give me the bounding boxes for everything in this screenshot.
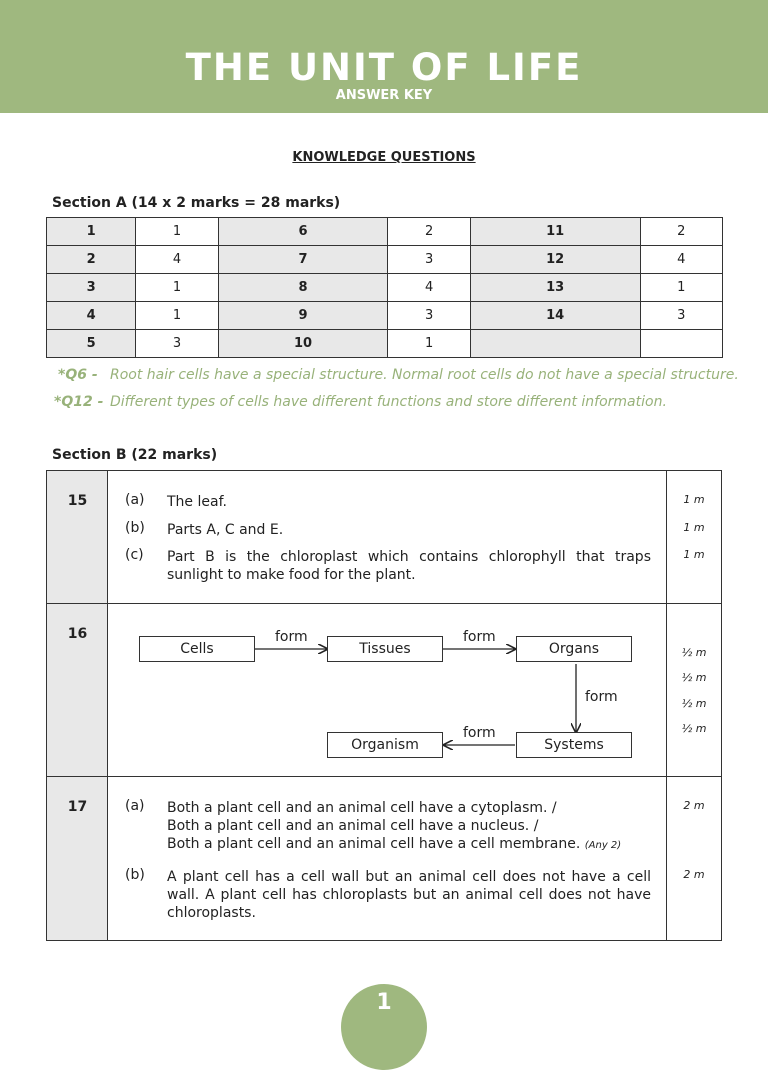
box-tissues: Tissues bbox=[327, 636, 443, 662]
any-two-note: (Any 2) bbox=[584, 840, 622, 851]
question-number: 16 bbox=[67, 626, 88, 642]
question-number-cell: 6 bbox=[218, 218, 388, 246]
part-label: (b) bbox=[125, 867, 145, 883]
answer-cell bbox=[640, 330, 722, 358]
section-a-title: Section A (14 x 2 marks = 28 marks) bbox=[52, 195, 341, 211]
question-number-cell: 5 bbox=[47, 330, 136, 358]
answer-cell: 3 bbox=[388, 246, 470, 274]
note-q12 bbox=[54, 394, 667, 410]
form-label: form bbox=[275, 629, 308, 645]
answer-table-row bbox=[47, 218, 723, 246]
answer-cell: 1 bbox=[388, 330, 470, 358]
mark: ½ m bbox=[681, 671, 707, 684]
part-label: (b) bbox=[125, 520, 145, 536]
knowledge-questions-heading: KNOWLEDGE QUESTIONS bbox=[292, 150, 476, 165]
answer-line: Both a plant cell and an animal cell have a nucleus. / bbox=[167, 818, 539, 834]
mark: ½ m bbox=[681, 722, 707, 735]
note-text: Root hair cells have a special structure. Normal root cells do not have a special structure. bbox=[110, 367, 739, 383]
question-number-cell bbox=[47, 777, 108, 940]
answer-text: Part B is the chloroplast which contains chlorophyll that traps sunlight to make food for the plant. bbox=[167, 549, 651, 583]
answer-table-row bbox=[47, 274, 723, 302]
box-organs: Organs bbox=[516, 636, 632, 662]
question-15-row bbox=[46, 470, 722, 604]
form-label: form bbox=[463, 629, 496, 645]
question-number-cell: 12 bbox=[470, 246, 640, 274]
mark: ½ m bbox=[681, 697, 707, 710]
answer-line-text: Both a plant cell and an animal cell have a cell membrane. bbox=[167, 836, 581, 852]
part-label: (a) bbox=[125, 492, 145, 508]
question-number-cell: 10 bbox=[218, 330, 388, 358]
question-16-row bbox=[46, 603, 722, 777]
answer-cell: 3 bbox=[640, 302, 722, 330]
answer-text: The leaf. bbox=[167, 494, 227, 510]
answer-cell: 2 bbox=[388, 218, 470, 246]
answer-text: Parts A, C and E. bbox=[167, 522, 284, 538]
answer-cell: 1 bbox=[640, 274, 722, 302]
marks-cell bbox=[666, 604, 721, 776]
question-number: 17 bbox=[67, 799, 88, 815]
answer-cell: 1 bbox=[136, 218, 218, 246]
box-systems: Systems bbox=[516, 732, 632, 758]
mark: 1 m bbox=[683, 521, 705, 534]
note-label: *Q6 - bbox=[58, 367, 98, 383]
question-number-cell: 4 bbox=[47, 302, 136, 330]
page-title: THE UNIT OF LIFE bbox=[185, 46, 583, 89]
question-number-cell bbox=[470, 330, 640, 358]
form-label: form bbox=[463, 725, 496, 741]
answer-table-row bbox=[47, 246, 723, 274]
question-number-cell: 7 bbox=[218, 246, 388, 274]
answer-cell: 4 bbox=[136, 246, 218, 274]
page-subtitle: ANSWER KEY bbox=[335, 88, 433, 103]
answer-cell: 2 bbox=[640, 218, 722, 246]
mark: 1 m bbox=[683, 493, 705, 506]
question-number-cell: 9 bbox=[218, 302, 388, 330]
note-text: Different types of cells have different functions and store different information. bbox=[110, 394, 667, 410]
form-label: form bbox=[585, 689, 618, 705]
question-number-cell bbox=[47, 471, 108, 603]
answer-text-a bbox=[167, 799, 651, 855]
note-q6 bbox=[58, 367, 739, 383]
mark: 2 m bbox=[683, 868, 705, 881]
question-number-cell: 11 bbox=[470, 218, 640, 246]
question-17-row bbox=[46, 776, 722, 941]
part-label: (a) bbox=[125, 798, 145, 814]
answer-text-b: A plant cell has a cell wall but an animal cell does not have a cell wall. A plant cell has chloroplasts but an animal cell does not have chloroplasts. bbox=[167, 869, 651, 921]
answer-cell: 4 bbox=[640, 246, 722, 274]
mark: ½ m bbox=[681, 646, 707, 659]
question-number-cell: 2 bbox=[47, 246, 136, 274]
answer-cell: 4 bbox=[388, 274, 470, 302]
marks-cell bbox=[666, 777, 721, 940]
question-number-cell: 1 bbox=[47, 218, 136, 246]
question-number-cell: 14 bbox=[470, 302, 640, 330]
mark: 1 m bbox=[683, 548, 705, 561]
box-cells: Cells bbox=[139, 636, 255, 662]
answer-line: Both a plant cell and an animal cell have a cytoplasm. / bbox=[167, 800, 557, 816]
answer-cell: 1 bbox=[136, 302, 218, 330]
question-number-cell: 8 bbox=[218, 274, 388, 302]
section-a-table bbox=[46, 217, 723, 358]
marks-cell bbox=[666, 471, 721, 603]
answer-cell: 3 bbox=[388, 302, 470, 330]
section-b-title: Section B (22 marks) bbox=[52, 447, 218, 463]
note-label: *Q12 - bbox=[54, 394, 104, 410]
part-label: (c) bbox=[125, 547, 144, 563]
question-number-cell: 13 bbox=[470, 274, 640, 302]
question-number-cell: 3 bbox=[47, 274, 136, 302]
page-number: 1 bbox=[376, 990, 392, 1015]
answer-table-row bbox=[47, 330, 723, 358]
mark: 2 m bbox=[683, 799, 705, 812]
answer-line bbox=[167, 835, 651, 855]
answer-table-row bbox=[47, 302, 723, 330]
answer-cell: 1 bbox=[136, 274, 218, 302]
box-organism: Organism bbox=[327, 732, 443, 758]
answer-cell: 3 bbox=[136, 330, 218, 358]
question-number: 15 bbox=[67, 493, 88, 509]
